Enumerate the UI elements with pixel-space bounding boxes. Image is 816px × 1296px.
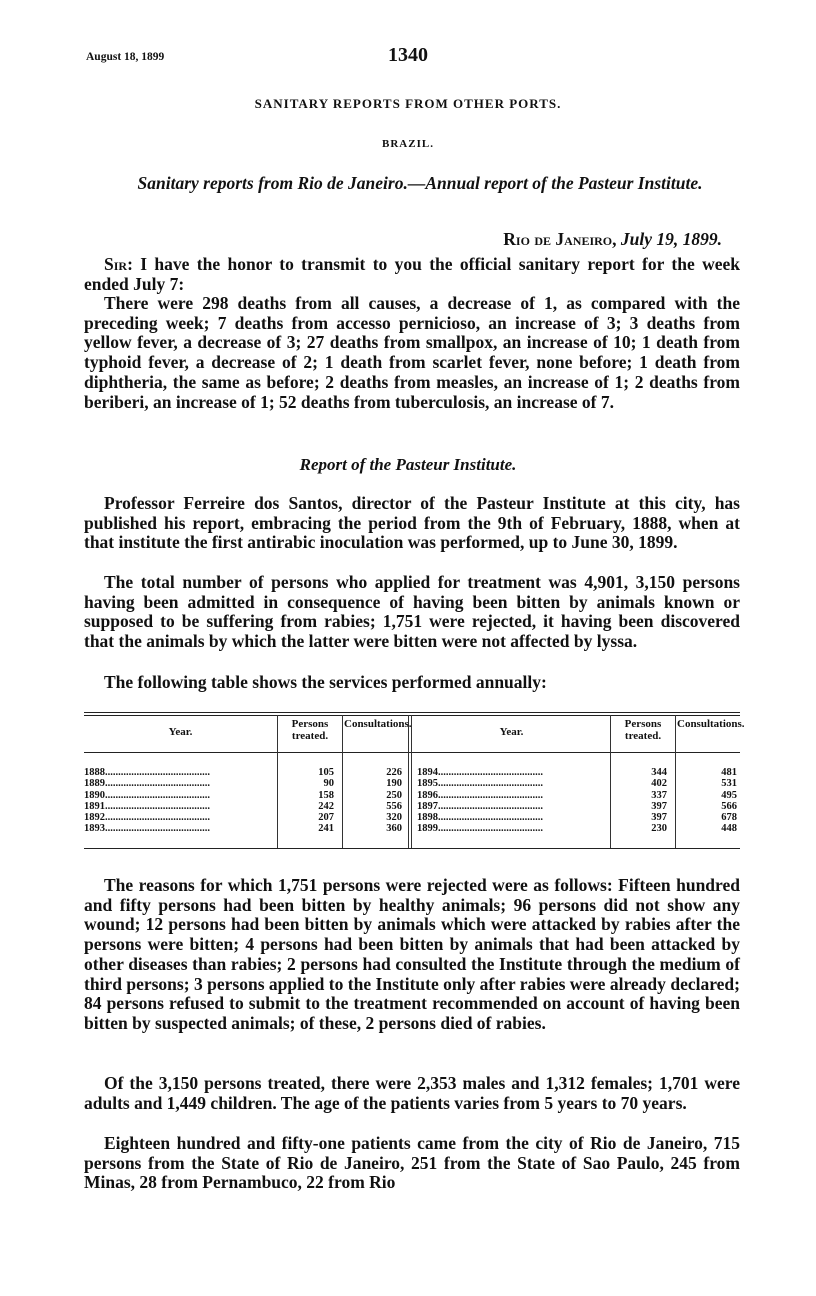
- report-title: Sanitary reports from Rio de Janeiro.—Annual report of the Pasteur Institute.: [137, 173, 703, 193]
- col-header-consultations: Consultations.: [344, 718, 412, 730]
- left-treated-column: 105 90 158 242 207 241: [318, 767, 334, 835]
- table-top-rule-2: [84, 715, 740, 716]
- table-center-divider: [408, 715, 409, 848]
- intro-paragraph: [84, 255, 740, 294]
- right-treated-column: 344 402 337 397 397 230: [651, 767, 667, 835]
- pasteur-paragraph-1: Professor Ferreire dos Santos, director of the Pasteur Institute at this city, has published his report, embracing the period from the 9th of February, 1888, when at that institute the first antirabic inoculation was performed, up to June 30, 1899.: [84, 493, 740, 553]
- services-table: [84, 712, 745, 850]
- col-header-year: Year.: [499, 726, 524, 738]
- pasteur-subheading: Report of the Pasteur Institute.: [299, 455, 517, 474]
- pasteur-paragraph-2: The total number of persons who applied for treatment was 4,901, 3,150 persons having been admitted in consequence of having been bitten by animals known or supposed to be suffering from rabies; 1,751 were rejected, it having been discovered that the animals by which the latter were bitten were not affected by lyssa.: [84, 572, 740, 652]
- treated-paragraph: Of the 3,150 persons treated, there were 2,353 males and 1,312 females; 1,701 were adults and 1,449 children. The age of the patients varies from 5 years to 70 years.: [84, 1073, 740, 1113]
- page-date: August 18, 1899: [86, 51, 165, 63]
- intro-text: I have the honor to transmit to you the official sanitary report for the week ended July 7:: [84, 254, 740, 294]
- salutation: Sir:: [104, 254, 133, 274]
- right-consultations-column: 481 531 495 566 678 448: [721, 767, 737, 835]
- dateline: [503, 229, 722, 250]
- table-top-rule: [84, 712, 740, 713]
- country-heading: BRAZIL.: [382, 138, 434, 150]
- left-consultations-column: 226 190 250 556 320 360: [386, 767, 402, 835]
- origin-paragraph: Eighteen hundred and fifty-one patients came from the city of Rio de Janeiro, 715 persons from the State of Rio de Janeiro, 251 from the State of Sao Paulo, 245 from Minas, 28 from Pernambuco, 22 from Rio: [84, 1133, 740, 1193]
- col-header-treated: Persons treated.: [291, 718, 329, 742]
- pasteur-paragraph-3: The following table shows the services performed annually:: [104, 672, 547, 692]
- table-divider: [675, 715, 676, 848]
- table-divider: [277, 715, 278, 848]
- col-header-year: Year.: [168, 726, 193, 738]
- section-heading: SANITARY REPORTS FROM OTHER PORTS.: [254, 96, 562, 111]
- col-header-consultations: Consultations.: [677, 718, 745, 730]
- page-number: 1340: [388, 44, 428, 66]
- table-bottom-rule: [84, 848, 740, 849]
- dateline-place: Rio de Janeiro,: [503, 229, 617, 249]
- table-divider: [342, 715, 343, 848]
- rejection-paragraph: The reasons for which 1,751 persons were rejected were as follows: Fifteen hundred and fifty persons had been bitten by healthy animals; 96 persons did not show any wound; 12 persons had been bitten by animals which were attacked by rabies after the persons were bitten; 4 persons had been bitten by animals that had been attacked by other diseases than rabies; 2 persons had consulted the Institute through the medium of third persons; 3 persons applied to the Institute only after rabies were already declared; 84 persons refused to submit to the treatment recommended on account of having been bitten by suspected animals; of these, 2 persons died of rabies.: [84, 875, 740, 1033]
- table-center-divider: [411, 715, 412, 848]
- deaths-paragraph: There were 298 deaths from all causes, a decrease of 1, as compared with the preceding week; 7 deaths from accesso pernicioso, an increase of 3; 3 deaths from yellow fever, a decrease of 3; 27 deaths from smallpox, an increase of 10; 1 death from typhoid fever, a decrease of 2; 1 death from scarlet fever, none before; 1 death from diphtheria, the same as before; 2 deaths from measles, an increase of 1; 2 deaths from beriberi, an increase of 1; 52 deaths from tuberculosis, an increase of 7.: [84, 293, 740, 412]
- table-divider: [610, 715, 611, 848]
- left-years-column: 1888........................................ 1889........................................ 1890........................................ 1891........................................ 1892........................................ 1893........................................: [84, 767, 210, 835]
- table-header-rule: [84, 752, 740, 753]
- right-years-column: 1894........................................ 1895........................................ 1896........................................ 1897........................................ 1898........................................ 1899........................................: [417, 767, 543, 835]
- dateline-date: July 19, 1899.: [620, 229, 722, 249]
- col-header-treated: Persons treated.: [624, 718, 662, 742]
